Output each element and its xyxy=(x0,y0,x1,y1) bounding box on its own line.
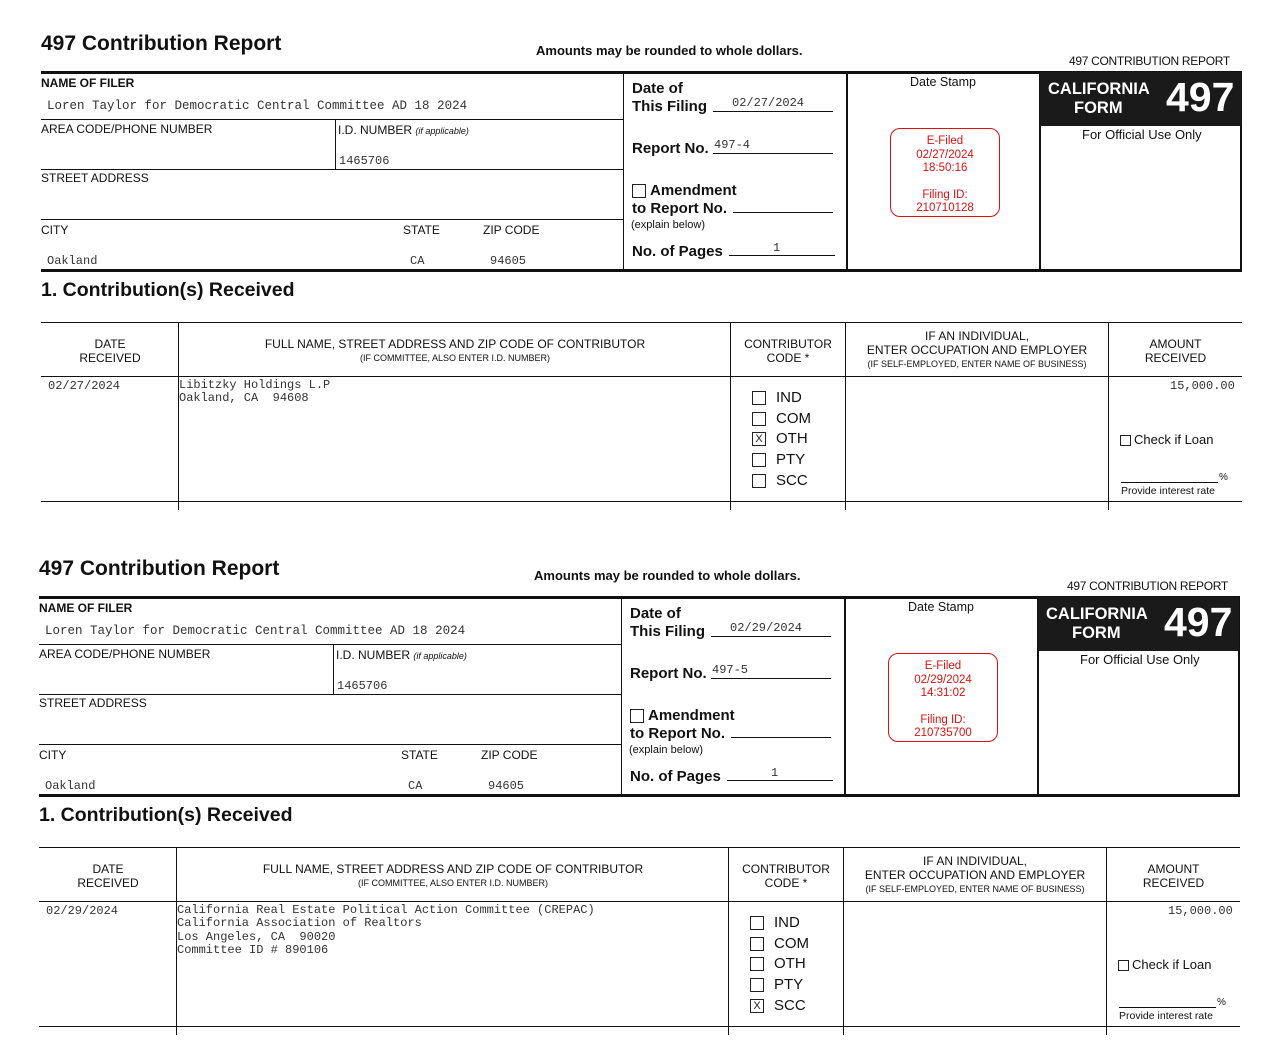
code-option-scc xyxy=(750,997,806,1017)
form-497-report-1 xyxy=(0,0,1287,520)
amount-received: 15,000.00 xyxy=(1170,379,1235,393)
code-checkbox-scc[interactable]: X xyxy=(750,999,764,1013)
official-use-label: For Official Use Only xyxy=(1082,127,1202,142)
report-no-value: 497-5 xyxy=(712,663,749,677)
amendment-row: Amendment xyxy=(632,182,737,199)
zip-label: ZIP CODE xyxy=(483,223,540,237)
this-filing-label: This Filing xyxy=(630,623,705,640)
code-checkbox-com[interactable] xyxy=(752,412,766,426)
code-checkbox-ind[interactable] xyxy=(752,391,766,405)
city-value: Oakland xyxy=(47,254,98,268)
to-report-no-label: to Report No. xyxy=(632,200,727,217)
amount-received: 15,000.00 xyxy=(1168,904,1233,918)
efile-stamp: E-Filed 02/29/2024 14:31:02 Filing ID: 210735700 xyxy=(888,653,998,742)
col-occupation-header: IF AN INDIVIDUAL, ENTER OCCUPATION AND EMPLOYER (IF SELF-EMPLOYED, ENTER NAME OF BUSINESS) xyxy=(864,854,1086,894)
col-date-header: DATE RECEIVED xyxy=(79,337,141,365)
code-label: OTH xyxy=(776,430,808,448)
interest-rate-label: Provide interest rate xyxy=(1119,1010,1213,1022)
rounding-note: Amounts may be rounded to whole dollars. xyxy=(536,43,803,58)
date-of-filing-value: 02/27/2024 xyxy=(732,96,805,110)
filer-name: Loren Taylor for Democratic Central Committee AD 18 2024 xyxy=(47,99,468,113)
code-option-oth xyxy=(752,430,808,450)
code-option-pty xyxy=(752,451,805,471)
col-code-header: CONTRIBUTOR CODE * xyxy=(744,337,832,365)
code-label: PTY xyxy=(774,976,804,994)
contributor-line: Libitzky Holdings L.P xyxy=(179,378,331,392)
contribution-date: 02/29/2024 xyxy=(46,904,119,918)
this-filing-label: This Filing xyxy=(632,98,707,115)
col-occupation-header: IF AN INDIVIDUAL, ENTER OCCUPATION AND EMPLOYER (IF SELF-EMPLOYED, ENTER NAME OF BUSINESS) xyxy=(866,329,1088,369)
city-value: Oakland xyxy=(45,779,96,793)
date-of-label: Date of xyxy=(632,80,683,97)
report-no-label: Report No. xyxy=(630,665,707,682)
header-right: 497 CONTRIBUTION REPORT xyxy=(1069,54,1230,68)
name-of-filer-label: NAME OF FILER xyxy=(39,601,133,615)
id-number-value: 1465706 xyxy=(337,679,388,693)
phone-label: AREA CODE/PHONE NUMBER xyxy=(41,122,213,136)
code-label: SCC xyxy=(776,471,808,489)
code-option-pty xyxy=(750,976,803,996)
id-number-label: I.D. NUMBER (if applicable) xyxy=(338,123,469,137)
no-of-pages-value: 1 xyxy=(773,241,781,255)
date-of-filing-value: 02/29/2024 xyxy=(730,621,803,635)
contributor-line: Oakland, CA 94608 xyxy=(179,391,309,406)
interest-rate-label: Provide interest rate xyxy=(1121,485,1215,497)
rounding-note: Amounts may be rounded to whole dollars. xyxy=(534,568,801,583)
amendment-row: Amendment xyxy=(630,707,735,724)
id-number-label: I.D. NUMBER (if applicable) xyxy=(336,648,467,662)
code-option-com xyxy=(752,410,811,430)
contributor-line: Committee ID # 890106 xyxy=(177,942,329,957)
col-name-header: FULL NAME, STREET ADDRESS AND ZIP CODE OF CONTRIBUTOR (IF COMMITTEE, ALSO ENTER I.D. NUMBER) xyxy=(264,337,646,363)
check-if-loan-row: Check if Loan xyxy=(1118,957,1212,972)
contributor-details xyxy=(177,904,595,957)
id-number-value: 1465706 xyxy=(339,154,390,168)
state-label: STATE xyxy=(403,223,440,237)
code-checkbox-pty[interactable] xyxy=(750,978,764,992)
code-option-com xyxy=(750,935,809,955)
code-checkbox-pty[interactable] xyxy=(752,453,766,467)
contributor-details xyxy=(179,379,330,406)
code-checkbox-oth[interactable] xyxy=(750,957,764,971)
state-value: CA xyxy=(408,779,423,793)
contributor-line: California Real Estate Political Action Committee (CREPAC) xyxy=(177,903,595,917)
col-name-header: FULL NAME, STREET ADDRESS AND ZIP CODE OF CONTRIBUTOR (IF COMMITTEE, ALSO ENTER I.D. NUMBER) xyxy=(262,862,644,888)
date-stamp-label: Date Stamp xyxy=(910,75,977,89)
code-option-ind xyxy=(750,914,800,934)
col-amount-header: AMOUNT RECEIVED xyxy=(1142,862,1205,890)
contributor-line: California Association of Realtors xyxy=(177,916,422,931)
code-checkbox-com[interactable] xyxy=(750,937,764,951)
contributor-line: Los Angeles, CA 90020 xyxy=(177,929,336,944)
date-stamp-label: Date Stamp xyxy=(908,600,975,614)
efile-stamp: E-Filed 02/27/2024 18:50:16 Filing ID: 210710128 xyxy=(890,128,1000,217)
form-title: 497 Contribution Report xyxy=(39,557,280,580)
no-of-pages-label: No. of Pages xyxy=(630,768,721,785)
code-label: PTY xyxy=(776,451,806,469)
form-title: 497 Contribution Report xyxy=(41,32,282,55)
california-form-box: CALIFORNIA FORM 497 xyxy=(1040,72,1241,126)
code-checkbox-scc[interactable] xyxy=(752,474,766,488)
check-if-loan-row: Check if Loan xyxy=(1120,432,1214,447)
col-amount-header: AMOUNT RECEIVED xyxy=(1144,337,1207,365)
california-form-box: CALIFORNIA FORM 497 xyxy=(1038,597,1239,651)
to-report-no-label: to Report No. xyxy=(630,725,725,742)
code-checkbox-ind[interactable] xyxy=(750,916,764,930)
col-date-header: DATE RECEIVED xyxy=(77,862,139,890)
report-no-value: 497-4 xyxy=(714,138,751,152)
code-label: COM xyxy=(776,409,811,427)
code-option-ind xyxy=(752,389,802,409)
loan-checkbox[interactable] xyxy=(1118,960,1129,971)
explain-below: (explain below) xyxy=(629,744,703,756)
percent-sign: % xyxy=(1217,997,1226,1008)
zip-value: 94605 xyxy=(488,779,525,793)
form-497-report-2 xyxy=(0,525,1285,1045)
explain-below: (explain below) xyxy=(631,219,705,231)
official-use-label: For Official Use Only xyxy=(1080,652,1200,667)
city-label: CITY xyxy=(41,223,69,237)
report-no-label: Report No. xyxy=(632,140,709,157)
state-value: CA xyxy=(410,254,425,268)
section-title: 1. Contribution(s) Received xyxy=(39,804,293,826)
code-label: COM xyxy=(774,934,809,952)
percent-sign: % xyxy=(1219,472,1228,483)
date-of-label: Date of xyxy=(630,605,681,622)
amendment-checkbox[interactable] xyxy=(632,184,646,198)
no-of-pages-value: 1 xyxy=(771,766,779,780)
code-label: IND xyxy=(776,389,802,406)
code-label: IND xyxy=(774,914,800,931)
code-label: SCC xyxy=(774,996,806,1014)
state-label: STATE xyxy=(401,748,438,762)
phone-label: AREA CODE/PHONE NUMBER xyxy=(39,647,211,661)
form-number: 497 xyxy=(1164,599,1233,645)
code-option-oth xyxy=(750,955,806,975)
zip-label: ZIP CODE xyxy=(481,748,538,762)
amendment-checkbox[interactable] xyxy=(630,709,644,723)
no-of-pages-label: No. of Pages xyxy=(632,243,723,260)
name-of-filer-label: NAME OF FILER xyxy=(41,76,135,90)
street-label: STREET ADDRESS xyxy=(41,171,149,185)
loan-checkbox[interactable] xyxy=(1120,435,1131,446)
code-checkbox-oth[interactable]: X xyxy=(752,432,766,446)
form-number: 497 xyxy=(1166,74,1235,120)
col-code-header: CONTRIBUTOR CODE * xyxy=(742,862,830,890)
header-right: 497 CONTRIBUTION REPORT xyxy=(1067,579,1228,593)
contribution-date: 02/27/2024 xyxy=(48,379,121,393)
code-option-scc xyxy=(752,472,808,492)
zip-value: 94605 xyxy=(490,254,527,268)
code-label: OTH xyxy=(774,955,806,973)
street-label: STREET ADDRESS xyxy=(39,696,147,710)
section-title: 1. Contribution(s) Received xyxy=(41,279,295,301)
city-label: CITY xyxy=(39,748,67,762)
filer-name: Loren Taylor for Democratic Central Committee AD 18 2024 xyxy=(45,624,466,638)
